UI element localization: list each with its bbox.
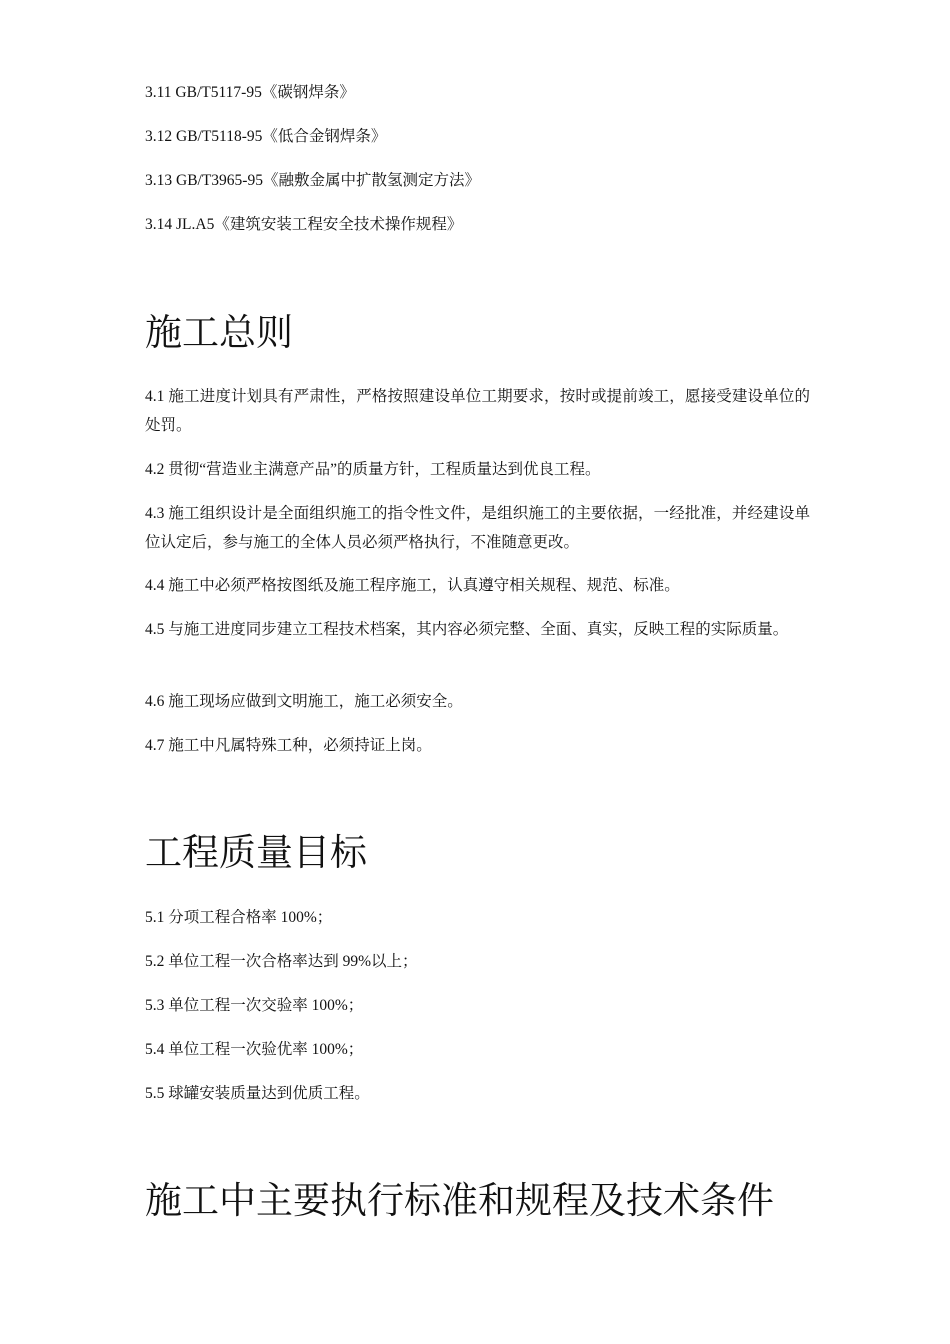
section-heading-general: 施工总则 [145, 311, 293, 354]
list-item: 4.1 施工进度计划具有严肃性，严格按照建设单位工期要求，按时或提前竣工，愿接受建设单位的处罚。 [145, 388, 810, 434]
reference-item: 3.11 GB/T5117-95《碳钢焊条》 [145, 84, 355, 101]
list-item: 4.4 施工中必须严格按图纸及施工程序施工，认真遵守相关规程、规范、标准。 [145, 577, 680, 594]
reference-item: 3.14 JL.A5《建筑安装工程安全技术操作规程》 [145, 216, 463, 233]
list-item: 4.3 施工组织设计是全面组织施工的指令性文件，是组织施工的主要依据，一经批准，并经建设单位认定后，参与施工的全体人员必须严格执行，不准随意更改。 [145, 505, 810, 551]
list-item: 4.2 贯彻“营造业主满意产品”的质量方针，工程质量达到优良工程。 [145, 461, 601, 478]
list-item: 5.5 球罐安装质量达到优质工程。 [145, 1085, 370, 1102]
list-item: 5.3 单位工程一次交验率 100%； [145, 997, 364, 1014]
list-item: 5.2 单位工程一次合格率达到 99%以上； [145, 953, 418, 970]
list-item: 5.4 单位工程一次验优率 100%； [145, 1041, 364, 1058]
list-item: 4.5 与施工进度同步建立工程技术档案，其内容必须完整、全面、真实，反映工程的实际质量。 [145, 621, 789, 638]
reference-item: 3.12 GB/T5118-95《低合金钢焊条》 [145, 128, 387, 145]
list-item: 4.6 施工现场应做到文明施工，施工必须安全。 [145, 693, 463, 710]
list-item: 5.1 分项工程合格率 100%； [145, 909, 333, 926]
section-heading-quality: 工程质量目标 [145, 831, 367, 874]
list-item: 4.7 施工中凡属特殊工种，必须持证上岗。 [145, 737, 432, 754]
section-heading-standards: 施工中主要执行标准和规程及技术条件 [145, 1179, 774, 1222]
reference-item: 3.13 GB/T3965-95《融敷金属中扩散氢测定方法》 [145, 172, 480, 189]
